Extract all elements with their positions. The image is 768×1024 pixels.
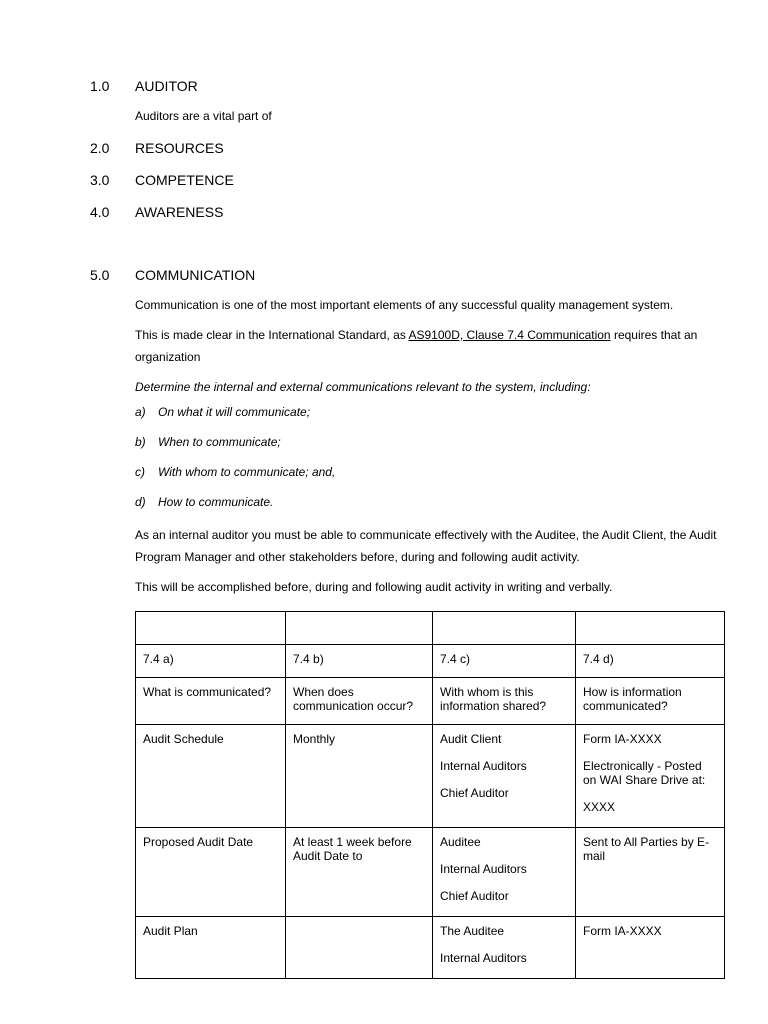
section-number: 2.0 [90,140,110,156]
table-cell: 7.4 b) [286,645,433,678]
cell-line: Audit Schedule [143,732,224,746]
cell-line: Sent to All Parties by E-mail [583,835,710,863]
section-title: COMMUNICATION [135,267,256,283]
list-item [135,435,281,449]
cell-line: XXXX [583,800,616,814]
table-cell [433,612,576,645]
table-cell [286,725,433,828]
table-cell [136,725,286,828]
section-title: AUDITOR [135,78,198,94]
table-cell: 7.4 c) [433,645,576,678]
section-number: 1.0 [90,78,110,94]
standard-paragraph [135,324,735,368]
cell-line: Internal Auditors [440,759,527,773]
table-cell [433,828,576,917]
section-heading-communication [90,267,255,283]
determine-paragraph: Determine the internal and external communications relevant to the system, including: [135,380,591,394]
section-heading-auditor [90,78,198,94]
section-number: 5.0 [90,267,110,283]
table-row [136,917,725,979]
cell-line: At least 1 week before Audit Date to [293,835,412,863]
table-cell [576,725,725,828]
auditor-communication-paragraph: As an internal auditor you must be able to communicate effectively with the Auditee, the Audit Client, the Audit Program Manager and other stakeholders before, during and following audit activity. [135,528,717,564]
standard-text-before: This is made clear in the International Standard, as [135,328,409,342]
table-cell [136,828,286,917]
list-text: How to communicate. [158,495,274,509]
cell-line: Form IA-XXXX [583,732,662,746]
table-cell: 7.4 d) [576,645,725,678]
table-header-row [136,678,725,725]
cell-line: Monthly [293,732,336,746]
section-heading-awareness [90,204,223,220]
standard-clause-link[interactable]: AS9100D, Clause 7.4 Communication [408,328,611,342]
list-letter: d) [135,495,146,509]
cell-line: Proposed Audit Date [143,835,254,849]
table-header-cell: When does communication occur? [286,678,433,725]
table-header-cell: How is information communicated? [576,678,725,725]
list-text: With whom to communicate; and, [158,465,336,479]
cell-line: Chief Auditor [440,889,509,903]
cell-line: Chief Auditor [440,786,509,800]
cell-line: Form IA-XXXX [583,924,662,938]
table-clause-row [136,645,725,678]
table-cell [433,725,576,828]
table-blank-row [136,612,725,645]
cell-line: Audit Plan [143,924,198,938]
section-number: 4.0 [90,204,110,220]
section-title: RESOURCES [135,140,224,156]
auditor-paragraph: Auditors are a vital part of [135,109,272,123]
list-item [135,405,310,419]
list-text: On what it will communicate; [158,405,311,419]
communication-table [135,611,725,979]
table-cell [286,828,433,917]
table-cell [433,917,576,979]
table-cell [576,828,725,917]
cell-line: Internal Auditors [440,951,527,965]
table-cell [286,612,433,645]
section-number: 3.0 [90,172,110,188]
cell-line: Audit Client [440,732,502,746]
standard-text-after: requires that an organization [135,328,698,364]
table-cell [136,917,286,979]
section-title: AWARENESS [135,204,224,220]
cell-line: The Auditee [440,924,505,938]
cell-line: Internal Auditors [440,862,527,876]
section-title: COMPETENCE [135,172,234,188]
table-cell [286,917,433,979]
table-header-cell: With whom is this information shared? [433,678,576,725]
table-cell [576,917,725,979]
list-letter: b) [135,435,146,449]
table-header-cell: What is communicated? [136,678,286,725]
table-row [136,828,725,917]
cell-line: Electronically - Posted on WAI Share Drive at: [583,759,706,787]
list-item [135,465,335,479]
communication-intro-paragraph: Communication is one of the most important elements of any successful quality management system. [135,298,674,312]
table-cell [576,612,725,645]
list-letter: a) [135,405,146,419]
table-cell [136,612,286,645]
section-heading-resources [90,140,224,156]
cell-line: Auditee [440,835,481,849]
list-letter: c) [135,465,145,479]
list-item [135,495,273,509]
table-row [136,725,725,828]
section-heading-competence [90,172,234,188]
list-text: When to communicate; [158,435,281,449]
table-cell: 7.4 a) [136,645,286,678]
accomplished-paragraph: This will be accomplished before, during and following audit activity in writing and verbally. [135,580,613,594]
